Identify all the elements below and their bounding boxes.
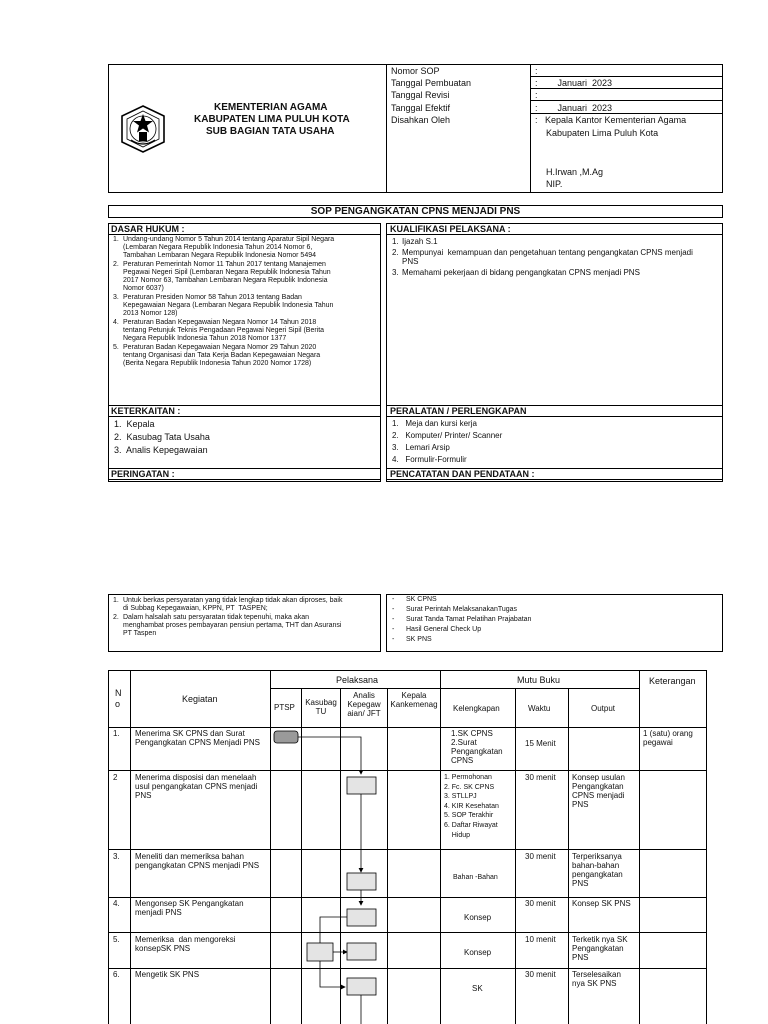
table-row-no: 6. <box>113 970 120 979</box>
org-name-line-3: SUB BAGIAN TATA USAHA <box>206 126 335 137</box>
table-row-output: Konsep usulan Pengangkatan CPNS menjadi PNS <box>572 773 625 809</box>
peralatan-item-2: 2. Komputer/ Printer/ Scanner <box>392 431 503 440</box>
field-value-tanggal-pembuatan: : Januari 2023 <box>535 78 613 88</box>
table-row-kelengkapan: 1.SK CPNS 2.Surat Pengangkatan CPNS <box>451 729 503 765</box>
field-value-tanggal-revisi: : <box>535 90 538 100</box>
kualifikasi-item: 2. Mempunyai kemampuan dan pengetahuan tentang pengangkatan CPNS menjadi PNS <box>392 248 693 266</box>
col-output-header: Output <box>591 704 616 713</box>
peralatan-title: PERALATAN / PERLENGKAPAN <box>390 406 527 416</box>
field-label-tanggal-pembuatan: Tanggal Pembuatan <box>391 78 472 88</box>
table-row-kelengkapan: Bahan -Bahan <box>453 874 498 881</box>
table-row-waktu: 15 Menit <box>525 739 556 748</box>
field-label-nomor-sop: Nomor SOP <box>391 66 440 76</box>
dasar-hukum-item: 4. Peraturan Badan Kepegawaian Negara Nomor 14 Tahun 2018 tentang Petunjuk Teknis Pengadaan Pegawai Negeri Sipil (Berita Negara Republik Indonesia Tahun 2018 Nomor 1377 <box>113 319 325 342</box>
col-ptsp-header: PTSP <box>274 703 295 712</box>
table-row-kegiatan: Mengonsep SK Pengangkatan menjadi PNS <box>135 899 244 917</box>
dasar-hukum-item: 3. Peraturan Presiden Nomor 58 Tahun 2013 tentang Badan Kepegawaian Negara (Lembaran Negara Republik Indonesia Tahun 2013 Nomor 128) <box>113 294 334 317</box>
flow-process-boxes <box>307 777 376 995</box>
dasar-hukum-item: 1. Undang-undang Nomor 5 Tahun 2014 tentang Aparatur Sipil Negara (Lembaran Negara Republik Indonesia Tahun 2014 Nomor 6, Tambahan Lembaran Negara Republik Indonesia Nomor 5494 <box>113 236 335 259</box>
table-row-output: Konsep SK PNS <box>572 899 631 908</box>
table-row-kelengkapan: Konsep <box>464 913 492 922</box>
field-label-tanggal-revisi: Tanggal Revisi <box>391 90 450 100</box>
peralatan-item-3: 3. Lemari Arsip <box>392 443 450 452</box>
field-label-disahkan-oleh: Disahkan Oleh <box>391 115 451 125</box>
approver-nip: NIP. <box>546 179 563 189</box>
flow-start-terminator <box>274 731 298 743</box>
approver-name: H.Irwan ,M.Ag <box>546 167 604 177</box>
field-label-tanggal-efektif: Tanggal Efektif <box>391 103 451 113</box>
kualifikasi-item: 3. Memahami pekerjaan di bidang pengangkatan CPNS menjadi PNS <box>392 268 640 277</box>
table-row-waktu: 30 menit <box>525 773 556 782</box>
field-value-nomor-sop: : <box>535 66 538 76</box>
col-no-header: N o <box>115 688 122 709</box>
org-name-line-2: KABUPATEN LIMA PULUH KOTA <box>194 114 350 125</box>
pencatatan-item: - Surat Perintah MelaksanakanTugas <box>392 606 518 613</box>
org-name-line-1: KEMENTERIAN AGAMA <box>214 102 328 113</box>
table-row-output: Terselesaikan nya SK PNS <box>572 970 621 988</box>
kualifikasi-item: 1. Ijazah S.1 <box>392 237 438 246</box>
field-value-disahkan-oleh: : Kepala Kantor Kementerian Agama <box>535 115 687 125</box>
table-row-kelengkapan: Konsep <box>464 948 492 957</box>
table-row-no: 1. <box>113 729 120 738</box>
peringatan-item: 1. Untuk berkas persyaratan yang tidak lengkap tidak akan diproses, baik di Subbag Kepegawaian, KPPN, PT TASPEN; <box>113 597 343 612</box>
table-row-waktu: 10 menit <box>525 935 556 944</box>
peringatan-item: 2. Dalam halsalah satu persyaratan tidak tepenuhi, maka akan menghambat proses pembayaran pensiun pertama, THT dan Asuransi PT Taspen <box>113 614 342 637</box>
keterkaitan-item-3: 3. Analis Kepegawaian <box>114 445 208 455</box>
peringatan-title: PERINGATAN : <box>111 469 175 479</box>
table-row-kegiatan: Meneliti dan memeriksa bahan pengangkatan CPNS menjadi PNS <box>135 852 260 870</box>
table-row-no: 5. <box>113 935 120 944</box>
table-row-kegiatan: Menerima SK CPNS dan Surat Pengangkatan CPNS Menjadi PNS <box>135 729 260 747</box>
sop-title: SOP PENGANGKATAN CPNS MENJADI PNS <box>310 206 521 217</box>
pencatatan-title: PENCATATAN DAN PENDATAAN : <box>390 469 535 479</box>
pencatatan-item: - Surat Tanda Tamat Pelatihan Prajabatan <box>392 616 532 623</box>
col-kegiatan-header: Kegiatan <box>182 694 218 704</box>
col-pelaksana-header: Pelaksana <box>336 675 379 685</box>
table-row-kegiatan: Memeriksa dan mengoreksi konsepSK PNS <box>135 935 236 953</box>
table-row-no: 3. <box>113 852 120 861</box>
table-row-kelengkapan: 1. Permohonan 2. Fc. SK CPNS 3. STLLPJ 4. KIR Kesehatan 5. SOP Terakhir 6. Daftar Riwayat Hidup <box>444 774 499 839</box>
table-row-kegiatan: Mengetik SK PNS <box>135 970 200 979</box>
pencatatan-item: - SK CPNS <box>392 596 437 603</box>
table-row-no: 4. <box>113 899 120 908</box>
table-row-waktu: 30 menit <box>525 852 556 861</box>
table-row-kelengkapan: SK <box>472 984 483 993</box>
keterkaitan-item-2: 2. Kasubag Tata Usaha <box>114 432 210 442</box>
col-mutu-header: Mutu Buku <box>517 675 561 685</box>
col-kelengkapan-header: Kelengkapan <box>453 704 500 713</box>
pencatatan-item: - Hasil General Check Up <box>392 626 482 633</box>
table-row-waktu: 30 menit <box>525 899 556 908</box>
col-analis-header: Analis Kepegaw aian/ JFT <box>347 691 381 718</box>
kualifikasi-title: KUALIFIKASI PELAKSANA : <box>390 224 511 234</box>
table-row-output: Terperiksanya bahan-bahan pengangkatan PNS <box>572 852 623 888</box>
field-value-tanggal-efektif: : Januari 2023 <box>535 103 613 113</box>
pencatatan-item: - SK PNS <box>392 636 432 643</box>
col-kepala-header: Kepala Kankemenag <box>390 691 438 709</box>
table-row-kegiatan: Menerima disposisi dan menelaah usul pengangkatan CPNS menjadi PNS <box>135 773 258 800</box>
col-kasubag-header: Kasubag TU <box>305 698 337 716</box>
table-row-keterangan: 1 (satu) orang pegawai <box>643 729 693 747</box>
peralatan-item-1: 1. Meja dan kursi kerja <box>392 419 477 428</box>
keterkaitan-title: KETERKAITAN : <box>111 406 181 416</box>
table-row-waktu: 30 menit <box>525 970 556 979</box>
approver-office: Kabupaten Lima Puluh Kota <box>546 128 659 138</box>
keterkaitan-item-1: 1. Kepala <box>114 419 155 429</box>
peralatan-item-4: 4. Formulir-Formulir <box>392 455 467 464</box>
dasar-hukum-title: DASAR HUKUM : <box>111 224 185 234</box>
col-waktu-header: Waktu <box>528 704 551 713</box>
dasar-hukum-item: 5. Peraturan Badan Kepegawaian Negara Nomor 29 Tahun 2020 tentang Organisasi dan Tata Kerja Badan Kepegawaian Negara (Berita Negara Republik Indonesia Tahun 2020 Nomor 1728) <box>113 344 321 367</box>
table-row-output: Terketik nya SK Pengangkatan PNS <box>572 935 628 962</box>
table-row-no: 2 <box>113 773 118 782</box>
col-keterangan-header: Keterangan <box>649 676 696 686</box>
dasar-hukum-item: 2. Peraturan Pemerintah Nomor 11 Tahun 2017 tentang Manajemen Pegawai Negeri Sipil (Lembaran Negara Republik Indonesia Tahun 2017 Nomor 63, Tambahan Lembaran Negara Republik Indonesia Nomor 6037) <box>113 261 331 292</box>
